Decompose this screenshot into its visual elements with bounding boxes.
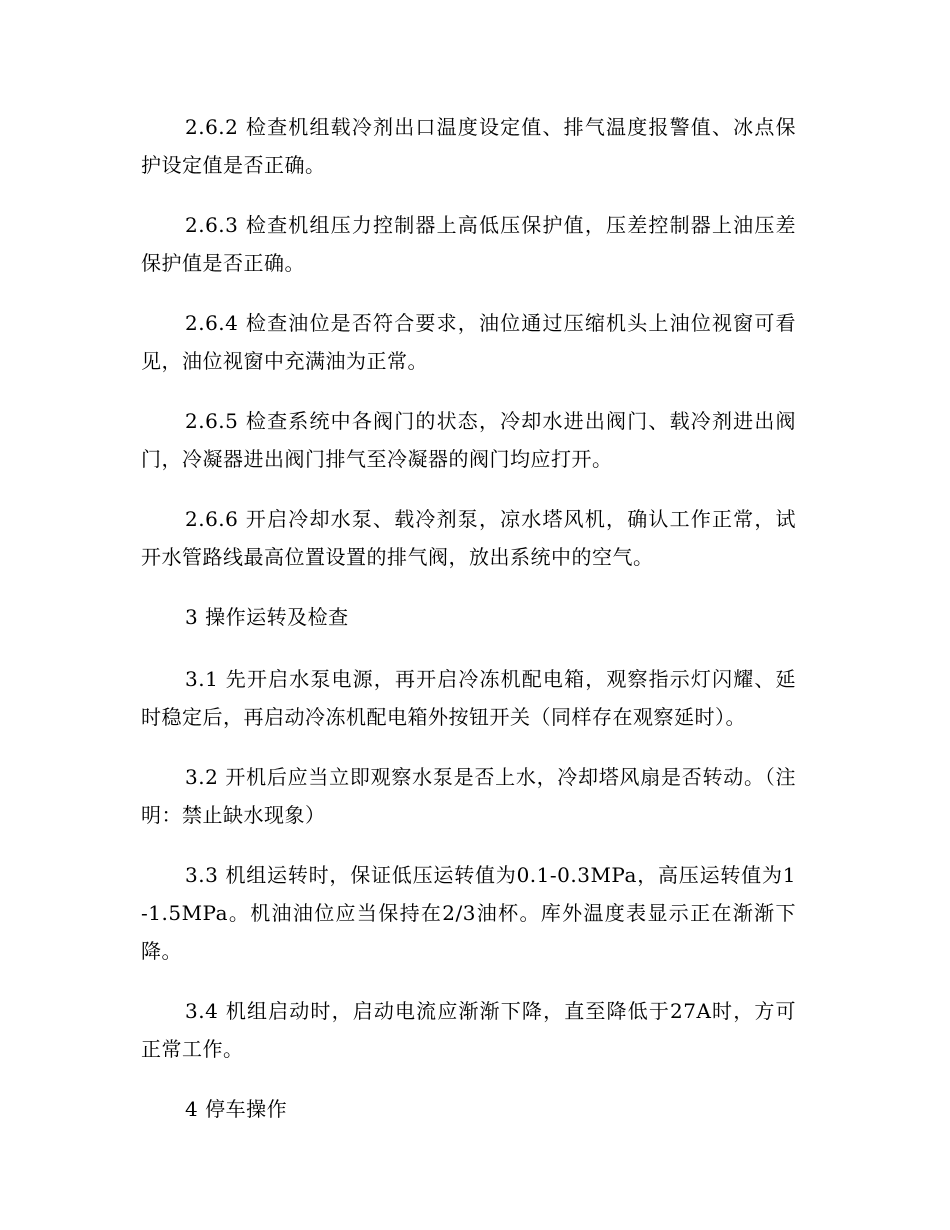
paragraph-3-4: 3.4 机组启动时，启动电流应渐渐下降，直至降低于27A时，方可正常工作。 [141,999,796,1061]
paragraph-3-2: 3.2 开机后应当立即观察水泵是否上水，冷却塔风扇是否转动。（注明：禁止缺水现象） [141,765,796,827]
paragraph-2-6-6: 2.6.6 开启冷却水泵、载冷剂泵，凉水塔风机，确认工作正常，试开水管路线最高位置设置的排气阀，放出系统中的空气。 [141,507,796,569]
section-heading-4: 4 停车操作 [185,1097,288,1121]
paragraph-2-6-5: 2.6.5 检查系统中各阀门的状态，冷却水进出阀门、载冷剂进出阀门，冷凝器进出阀门排气至冷凝器的阀门均应打开。 [141,409,796,471]
paragraph-2-6-2: 2.6.2 检查机组载冷剂出口温度设定值、排气温度报警值、冰点保护设定值是否正确。 [141,115,796,177]
paragraph-3-1: 3.1 先开启水泵电源，再开启冷冻机配电箱，观察指示灯闪耀、延时稳定后，再启动冷冻机配电箱外按钮开关（同样存在观察延时）。 [141,667,796,729]
paragraph-2-6-4: 2.6.4 检查油位是否符合要求，油位通过压缩机头上油位视窗可看见，油位视窗中充满油为正常。 [141,311,796,373]
document-body [141,108,796,1152]
section-heading-3: 3 操作运转及检查 [185,605,349,629]
paragraph-2-6-3: 2.6.3 检查机组压力控制器上高低压保护值，压差控制器上油压差保护值是否正确。 [141,213,796,275]
paragraph-3-3: 3.3 机组运转时，保证低压运转值为0.1-0.3MPa，高压运转值为1-1.5MPa。机油油位应当保持在2/3油杯。库外温度表显示正在渐渐下降。 [141,863,796,963]
